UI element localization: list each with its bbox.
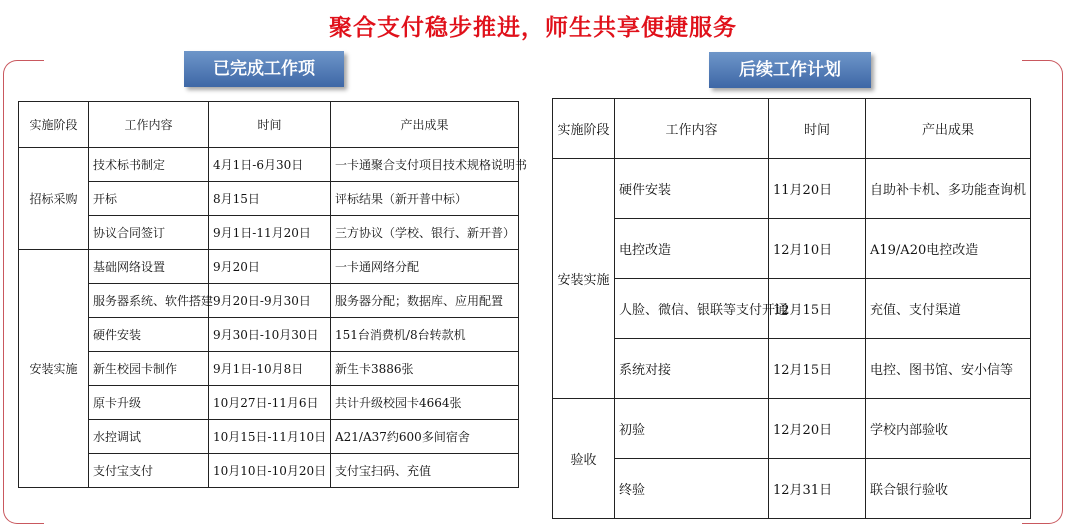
table-row	[553, 459, 1031, 519]
planned-work-table	[552, 98, 1031, 519]
table-row	[553, 399, 1031, 459]
stage-cell: 安装实施	[553, 159, 615, 399]
table-row	[19, 250, 519, 284]
header-stage: 实施阶段	[19, 102, 89, 148]
time-cell: 9月30日-10月30日	[209, 318, 331, 352]
output-cell: 服务器分配；数据库、应用配置	[331, 284, 519, 318]
time-cell: 12月15日	[769, 279, 866, 339]
content-cell: 服务器系统、软件搭建	[89, 284, 209, 318]
header-output: 产出成果	[866, 99, 1031, 159]
content-cell: 电控改造	[615, 219, 769, 279]
table-row	[19, 148, 519, 182]
planned-section-label: 后续工作计划	[709, 52, 871, 88]
stage-cell: 招标采购	[19, 148, 89, 250]
output-cell: 共计升级校园卡4664张	[331, 386, 519, 420]
output-cell: 电控、图书馆、安小信等	[866, 339, 1031, 399]
header-output: 产出成果	[331, 102, 519, 148]
output-cell: 新生卡3886张	[331, 352, 519, 386]
table-row	[19, 216, 519, 250]
content-cell: 初验	[615, 399, 769, 459]
time-cell: 10月10日-10月20日	[209, 454, 331, 488]
content-cell: 技术标书制定	[89, 148, 209, 182]
header-time: 时间	[769, 99, 866, 159]
time-cell: 8月15日	[209, 182, 331, 216]
output-cell: A19/A20电控改造	[866, 219, 1031, 279]
content-cell: 人脸、微信、银联等支付开通	[615, 279, 769, 339]
table-row	[19, 420, 519, 454]
completed-work-table	[18, 101, 528, 488]
output-cell: 一卡通网络分配	[331, 250, 519, 284]
table-row	[553, 159, 1031, 219]
table-row	[19, 454, 519, 488]
content-cell: 硬件安装	[615, 159, 769, 219]
table-row	[553, 279, 1031, 339]
table-row	[19, 284, 519, 318]
output-cell: 自助补卡机、多功能查询机	[866, 159, 1031, 219]
output-cell: 充值、支付渠道	[866, 279, 1031, 339]
output-cell: 一卡通聚合支付项目技术规格说明书	[331, 148, 519, 182]
time-cell: 12月15日	[769, 339, 866, 399]
time-cell: 10月15日-11月10日	[209, 420, 331, 454]
time-cell: 11月20日	[769, 159, 866, 219]
output-cell: 支付宝扫码、充值	[331, 454, 519, 488]
output-cell: 151台消费机/8台转款机	[331, 318, 519, 352]
time-cell: 9月1日-10月8日	[209, 352, 331, 386]
time-cell: 4月1日-6月30日	[209, 148, 331, 182]
output-cell: 学校内部验收	[866, 399, 1031, 459]
content-cell: 终验	[615, 459, 769, 519]
stage-cell: 验收	[553, 399, 615, 519]
table-row	[19, 182, 519, 216]
completed-section-label: 已完成工作项	[184, 51, 344, 87]
header-time: 时间	[209, 102, 331, 148]
stage-cell: 安装实施	[19, 250, 89, 488]
table-header-row	[19, 102, 519, 148]
table-row	[19, 386, 519, 420]
table-header-row	[553, 99, 1031, 159]
page-title: 聚合支付稳步推进，师生共享便捷服务	[329, 14, 737, 41]
output-cell: A21/A37约600多间宿舍	[331, 420, 519, 454]
content-cell: 硬件安装	[89, 318, 209, 352]
header-content: 工作内容	[615, 99, 769, 159]
time-cell: 12月10日	[769, 219, 866, 279]
table-row	[19, 352, 519, 386]
content-cell: 水控调试	[89, 420, 209, 454]
time-cell: 9月20日-9月30日	[209, 284, 331, 318]
time-cell: 12月20日	[769, 399, 866, 459]
time-cell: 9月1日-11月20日	[209, 216, 331, 250]
table-row	[19, 318, 519, 352]
header-content: 工作内容	[89, 102, 209, 148]
content-cell: 协议合同签订	[89, 216, 209, 250]
table-row	[553, 219, 1031, 279]
time-cell: 9月20日	[209, 250, 331, 284]
content-cell: 新生校园卡制作	[89, 352, 209, 386]
content-cell: 支付宝支付	[89, 454, 209, 488]
output-cell: 联合银行验收	[866, 459, 1031, 519]
table-row	[553, 339, 1031, 399]
output-cell: 三方协议（学校、银行、新开普）	[331, 216, 519, 250]
header-stage: 实施阶段	[553, 99, 615, 159]
content-cell: 原卡升级	[89, 386, 209, 420]
content-cell: 基础网络设置	[89, 250, 209, 284]
output-cell: 评标结果（新开普中标）	[331, 182, 519, 216]
time-cell: 10月27日-11月6日	[209, 386, 331, 420]
content-cell: 系统对接	[615, 339, 769, 399]
time-cell: 12月31日	[769, 459, 866, 519]
content-cell: 开标	[89, 182, 209, 216]
